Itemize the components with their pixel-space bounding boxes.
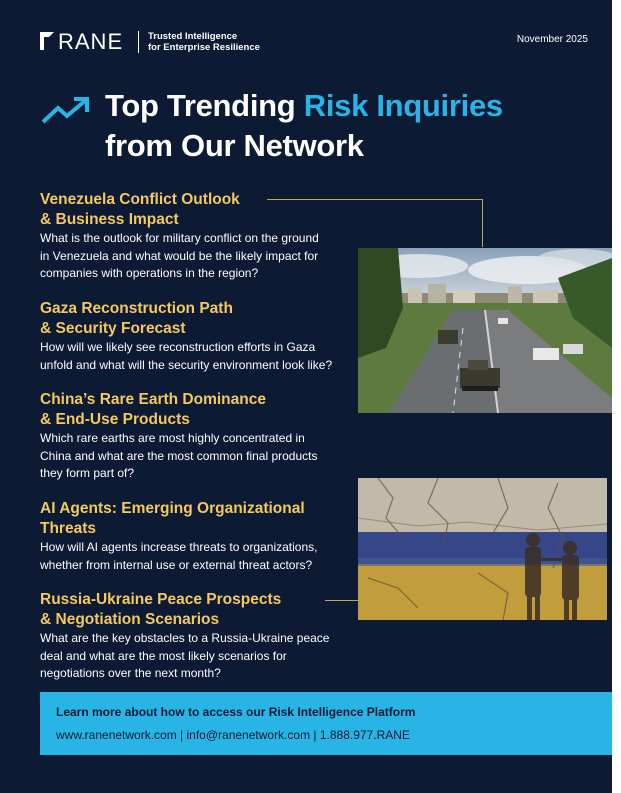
list-item	[40, 499, 360, 574]
title-part1: Top Trending	[105, 88, 304, 123]
rane-logo-icon	[40, 32, 54, 50]
item-desc-line: How will we likely see reconstruction efforts in Gaza	[40, 340, 316, 354]
item-title	[40, 590, 360, 630]
item-title	[40, 299, 370, 339]
list-item	[40, 390, 360, 483]
title-line2: from Our Network	[105, 128, 364, 163]
list-item	[40, 299, 370, 374]
footer-contact[interactable]: www.ranenetwork.com | info@ranenetwork.com | 1.888.977.RANE	[56, 728, 410, 742]
brand-tagline	[148, 31, 260, 53]
item-title	[40, 190, 360, 230]
item-desc-line: How will AI agents increase threats to organizations,	[40, 540, 318, 554]
item-desc-line: in Venezuela and what would be the likely impact for	[40, 248, 319, 263]
item-title	[40, 390, 360, 430]
item-title-line: & Negotiation Scenarios	[40, 611, 220, 628]
item-title-line: Threats	[40, 520, 96, 537]
item-desc-line: What is the outlook for military conflict on the ground	[40, 231, 319, 245]
item-description	[40, 339, 370, 374]
item-description	[40, 539, 360, 574]
item-desc-line: Which rare earths are most highly concentrated in	[40, 431, 305, 445]
item-title-line: Russia-Ukraine Peace Prospects	[40, 591, 282, 608]
item-title	[40, 499, 360, 539]
item-desc-line: China and what are the most common final products	[40, 448, 318, 463]
item-desc-line: companies with operations in the region?	[40, 266, 259, 280]
item-title-line: AI Agents: Emerging Organizational	[40, 500, 305, 517]
item-title-line: & Business Impact	[40, 211, 179, 228]
item-desc-line: unfold and what will the security environment look like?	[40, 357, 333, 372]
item-description	[40, 230, 360, 283]
item-desc-line: negotiations over the next month?	[40, 666, 221, 680]
list-item	[40, 590, 360, 683]
russia-ukraine-flag-photo	[358, 478, 607, 620]
item-title-line: Gaza Reconstruction Path	[40, 300, 233, 317]
logo-divider	[138, 31, 139, 53]
tagline-line2: for Enterprise Resilience	[148, 42, 260, 53]
venezuela-military-photo	[358, 248, 612, 413]
item-desc-line: deal and what are the most likely scenarios for	[40, 648, 287, 663]
item-desc-line: What are the key obstacles to a Russia-Ukraine peace	[40, 631, 330, 645]
footer-banner	[40, 692, 612, 755]
item-title-line: Venezuela Conflict Outlook	[40, 191, 240, 208]
issue-date: November 2025	[516, 34, 588, 45]
item-title-line: China’s Rare Earth Dominance	[40, 391, 266, 408]
item-desc-line: they form part of?	[40, 466, 135, 480]
list-item	[40, 190, 360, 283]
brand-name: RANE	[58, 29, 124, 54]
footer-cta[interactable]: Learn more about how to access our Risk Intelligence Platform	[56, 705, 416, 719]
tagline-line1: Trusted Intelligence	[148, 31, 238, 42]
trending-up-icon	[40, 96, 92, 126]
title-accent: Risk Inquiries	[303, 88, 503, 123]
item-title-line: & End-Use Products	[40, 411, 190, 428]
item-description	[40, 430, 360, 483]
page-title	[105, 86, 503, 166]
item-description	[40, 630, 360, 683]
item-desc-line: whether from internal use or external threat actors?	[40, 557, 313, 572]
item-title-line: & Security Forecast	[40, 320, 186, 337]
